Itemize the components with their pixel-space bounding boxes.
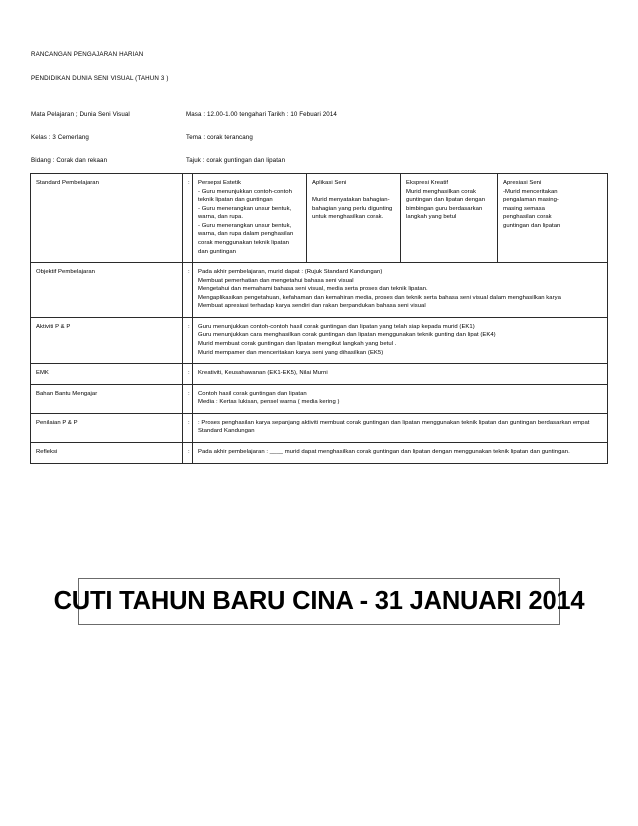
- row-colon: :: [183, 174, 193, 263]
- cell-text-line: : Proses penghasilan karya sepanjang aktiviti membuat corak guntingan dan lipatan menggunakan teknik lipatan dan guntingan berdasarkan empat: [198, 419, 590, 426]
- cell-text-line: - Guru menerangkan unsur bentuk,: [198, 222, 292, 229]
- cell-text-line: dan guntingan: [198, 248, 236, 255]
- table-row: [31, 413, 608, 442]
- cell-bahan-bantu-mengajar: [193, 384, 608, 413]
- cell-text-line: pengalaman masing-: [503, 197, 559, 204]
- cell-text-line: Murid menghasilkan corak: [406, 188, 476, 195]
- row-label-standard-pembelajaran: Standard Pembelajaran: [31, 174, 183, 263]
- cell-text-line: warna, dan rupa dalam penghasilan: [198, 231, 294, 238]
- cell-text-line: untuk menghasilkan corak.: [312, 214, 384, 221]
- cell-text-line: -Murid menceritakan: [503, 188, 558, 195]
- cell-text-line: corak menggunakan teknik lipatan: [198, 239, 289, 246]
- row-label-aktiviti-pp: Aktiviti P & P: [31, 317, 183, 363]
- table-row: [31, 442, 608, 463]
- cell-text-line: Contoh hasil corak guntingan dan lipatan: [198, 390, 307, 397]
- holiday-banner: [53, 578, 585, 625]
- cell-text-line: Media : Kertas lukisan, pensel warna ( media kering ): [198, 399, 340, 406]
- cell-text-line: langkah yang betul: [406, 214, 457, 221]
- row-label-bahan-bantu-mengajar: Bahan Bantu Mengajar: [31, 384, 183, 413]
- row-label-penilaian-pp: Penilaian P & P: [31, 413, 183, 442]
- document-title-line-1: RANCANGAN PENGAJARAN HARIAN: [31, 51, 144, 58]
- cell-text-line: teknik lipatan dan guntingan: [198, 197, 273, 204]
- info-row: [31, 112, 611, 135]
- cell-text-line: Guru menunjukkan contoh-contoh hasil corak guntingan dan lipatan yang telah siap kepada murid (EK1): [198, 323, 475, 330]
- info-subject: Mata Pelajaran ; Dunia Seni Visual: [31, 111, 130, 118]
- cell-text-line: Guru menunjukkan cara menghasilkan corak guntingan dan lipatan menggunakan teknik gunting dan lipat (EK4): [198, 332, 496, 339]
- sub-heading: Persepsi Estetik: [198, 180, 242, 186]
- row-colon: :: [183, 413, 193, 442]
- cell-text-line: Mengetahui dan memahami bahasa seni visual, media serta proses dan teknik lipatan.: [198, 286, 428, 293]
- row-label-objektif-pembelajaran: Objektif Pembelajaran: [31, 263, 183, 318]
- cell-aplikasi-seni: [307, 174, 401, 263]
- cell-text-line: Murid menyatakan bahagian-: [312, 197, 390, 204]
- info-field: Bidang : Corak dan rekaan: [31, 157, 108, 164]
- info-row: [31, 135, 611, 158]
- row-colon: :: [183, 317, 193, 363]
- cell-penilaian-pp: [193, 413, 608, 442]
- sub-heading: Aplikasi Seni: [312, 180, 347, 186]
- cell-objektif-pembelajaran: [193, 263, 608, 318]
- table-row: [31, 317, 608, 363]
- cell-text-line: Pada akhir pembelajaran : ____ murid dapat menghasilkan corak guntingan dan lipatan dengan menggunakan teknik lipatan dan guntingan.: [198, 448, 570, 455]
- cell-text-line: Pada akhir pembelajaran, murid dapat : (Rujuk Standard Kandungan): [198, 269, 383, 276]
- cell-refleksi: [193, 442, 608, 463]
- cell-text-line: Murid mempamer dan menceritakan karya seni yang dihasilkan (EK5): [198, 349, 384, 356]
- holiday-banner-text: CUTI TAHUN BARU CINA - 31 JANUARI 2014: [53, 586, 585, 615]
- sub-heading: Ekspresi Kreatif: [406, 180, 449, 186]
- document-header: [31, 52, 611, 83]
- row-label-emk: EMK: [31, 364, 183, 385]
- row-label-refleksi: Refleksi: [31, 442, 183, 463]
- cell-text-line: bimbingan guru berdasarkan: [406, 205, 483, 212]
- table-row: [31, 263, 608, 318]
- cell-text-line: [312, 188, 395, 197]
- cell-text-line: bahagian yang perlu digunting: [312, 205, 393, 212]
- document-title-line-2: PENDIDIKAN DUNIA SENI VISUAL (TAHUN 3 ): [31, 74, 169, 82]
- table-row: [31, 364, 608, 385]
- cell-ekspresi-kreatif: [401, 174, 498, 263]
- lesson-plan-table: [30, 173, 608, 464]
- cell-text-line: masing semasa: [503, 205, 545, 212]
- cell-text-line: warna, dan rupa.: [198, 214, 244, 221]
- table-row: [31, 174, 608, 263]
- cell-text-line: Membuat pemerhatian dan mengetahui bahasa seni visual: [198, 277, 354, 284]
- cell-text-line: Membuat apresiasi terhadap karya sendiri dan rakan berpandukan bahasa seni visual: [198, 303, 426, 310]
- row-colon: :: [183, 263, 193, 318]
- cell-apresiasi-seni: [498, 174, 608, 263]
- cell-text-line: Kreativiti, Keusahawanan (EK1-EK5), Nilai Murni: [198, 370, 328, 377]
- row-colon: :: [183, 442, 193, 463]
- lesson-info-block: [31, 112, 611, 181]
- cell-text-line: - Guru menerangkan unsur bentuk,: [198, 205, 292, 212]
- cell-text-line: Mengaplikasikan pengetahuan, kefahaman dan kemahiran media, proses dan teknik serta bahasa seni visual dalam menghasilkan karya: [198, 294, 561, 301]
- cell-text-line: - Guru menunjukkan contoh-contoh: [198, 188, 292, 195]
- row-colon: :: [183, 364, 193, 385]
- row-colon: :: [183, 384, 193, 413]
- info-theme: Tema : corak terancang: [186, 134, 253, 141]
- cell-emk: [193, 364, 608, 385]
- info-topic: Tajuk : corak guntingan dan lipatan: [186, 157, 286, 164]
- cell-persepsi-estetik: [193, 174, 307, 263]
- cell-text-line: penghasilan corak: [503, 214, 552, 221]
- cell-aktiviti-pp: [193, 317, 608, 363]
- table-row: [31, 384, 608, 413]
- info-class: Kelas : 3 Cemerlang: [31, 134, 89, 141]
- cell-text-line: guntingan dan lipatan dengan: [406, 197, 486, 204]
- cell-text-line: guntingan dan lipatan: [503, 222, 561, 229]
- info-time-date: Masa : 12.00-1.00 tengahari Tarikh : 10 Febuari 2014: [186, 111, 337, 118]
- cell-text-line: Murid membuat corak guntingan dan lipatan mengikut langkah yang betul .: [198, 341, 397, 347]
- sub-heading: Apresiasi Seni: [503, 180, 542, 186]
- cell-text-line: Standard Kandungan: [198, 428, 255, 435]
